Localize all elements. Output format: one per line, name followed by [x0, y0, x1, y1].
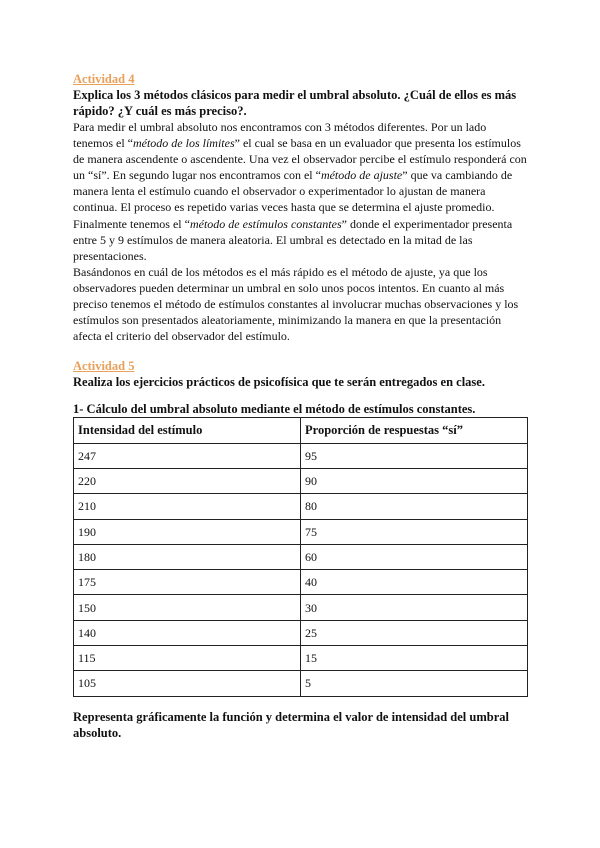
proportion-cell: 25 [301, 620, 528, 645]
proportion-cell: 30 [301, 595, 528, 620]
document-page [73, 71, 529, 741]
actividad-4-paragraph-1 [73, 119, 529, 264]
intensity-cell: 105 [74, 671, 301, 696]
intensity-cell: 115 [74, 645, 301, 670]
method-constant-stimuli-term: método de estímulos constantes [189, 216, 342, 231]
intensity-cell: 190 [74, 519, 301, 544]
table-body [74, 443, 528, 696]
proportion-cell: 90 [301, 468, 528, 493]
proportion-cell: 15 [301, 645, 528, 670]
intensity-cell: 150 [74, 595, 301, 620]
actividad-5-question: Realiza los ejercicios prácticos de psicofísica que te serán entregados en clase. [73, 375, 485, 390]
table-row [74, 595, 528, 620]
intensity-cell: 140 [74, 620, 301, 645]
intensity-cell: 210 [74, 494, 301, 519]
actividad-4-question: Explica los 3 métodos clásicos para medir el umbral absoluto. ¿Cuál de ellos es más rápido? ¿Y cuál es más preciso?. [73, 88, 517, 118]
intensity-cell: 180 [74, 544, 301, 569]
text-run: ” el cual se basa en un evaluador que presenta los estímulos de manera ascendente o ascendente. Una vez el observador percibe el estímulo responderá con un “sí”. En segundo lugar nos encontramos con el “ [73, 136, 527, 183]
method-limits-term: método de los límites [132, 136, 235, 151]
table-row [74, 645, 528, 670]
table-row [74, 544, 528, 569]
table-row [74, 443, 528, 468]
intensity-cell: 175 [74, 570, 301, 595]
table-row [74, 620, 528, 645]
proportion-cell: 95 [301, 443, 528, 468]
column-header-proportion: Proporción de respuestas “sí” [301, 418, 528, 443]
final-instruction: Representa gráficamente la función y determina el valor de intensidad del umbral absoluto. [73, 709, 509, 740]
stimulus-table [73, 417, 528, 696]
table-header-row [74, 418, 528, 443]
text-run: ” que va cambiando de manera lenta el estímulo cuando el observador o experimentador lo ajustan de manera continua. El proceso es repetido varias veces hasta que se determina el ajuste promedio. Finalmente tenemos el “ [73, 168, 513, 231]
table-row [74, 570, 528, 595]
text-run: ” donde el experimentador presenta entre 5 y 9 estímulos de manera aleatoria. El umbral es detectado en la mitad de las presentaciones. [73, 216, 513, 263]
intensity-cell: 220 [74, 468, 301, 493]
table-row [74, 519, 528, 544]
actividad-5-heading: Actividad 5 [73, 359, 135, 374]
actividad-4-heading: Actividad 4 [73, 72, 135, 86]
table-row [74, 494, 528, 519]
proportion-cell: 40 [301, 570, 528, 595]
text-run: Para medir el umbral absoluto nos encontramos con 3 métodos diferentes. Por un lado tenemos el “ [73, 120, 487, 151]
actividad-4-paragraph-2: Basándonos en cuál de los métodos es el más rápido es el método de ajuste, ya que los observadores pueden determinar un umbral en solo unos pocos intentos. En cuanto al más preciso tenemos el método de estímulos constantes al involucrar muchas observaciones y los estímulos son presentados aleatoriamente, minimizando la manera en que la presentación afecta el criterio del observador del estímulo. [73, 264, 519, 344]
proportion-cell: 75 [301, 519, 528, 544]
proportion-cell: 60 [301, 544, 528, 569]
intensity-cell: 247 [74, 443, 301, 468]
proportion-cell: 80 [301, 494, 528, 519]
table-row [74, 671, 528, 696]
method-adjust-term: método de ajuste [320, 168, 403, 183]
table-row [74, 468, 528, 493]
exercise-title: 1- Cálculo del umbral absoluto mediante el método de estímulos constantes. [73, 402, 476, 417]
proportion-cell: 5 [301, 671, 528, 696]
column-header-intensity: Intensidad del estímulo [74, 418, 301, 443]
